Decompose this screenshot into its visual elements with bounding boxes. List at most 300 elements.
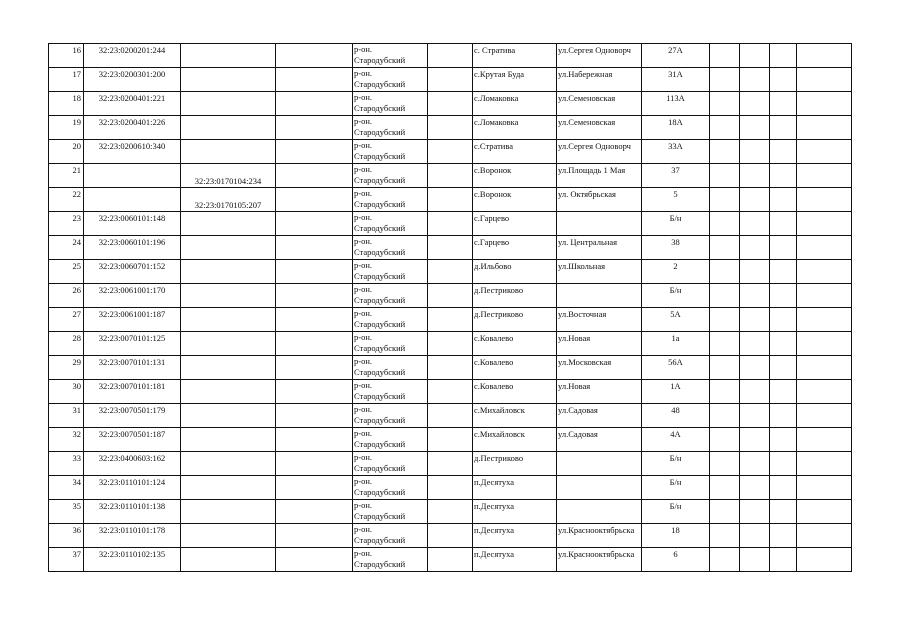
cadastral-number-alt-cell <box>181 548 276 572</box>
region-cell <box>353 284 428 308</box>
house-number-cell: 48 <box>642 404 710 428</box>
region-cell <box>353 140 428 164</box>
house-number-cell: Б/н <box>642 284 710 308</box>
street-cell: ул.Московская <box>557 356 642 380</box>
empty-cell <box>428 524 473 548</box>
locality-cell: п.Десятуха <box>473 476 557 500</box>
empty-cell <box>770 212 797 236</box>
table-body <box>49 44 852 572</box>
table-row <box>49 140 852 164</box>
table-row <box>49 404 852 428</box>
region-cell <box>353 44 428 68</box>
region-line-2: Стародубский <box>354 487 406 497</box>
empty-cell <box>710 332 740 356</box>
row-number-cell: 25 <box>49 260 84 284</box>
street-cell: ул. Октябрьская <box>557 188 642 212</box>
empty-cell <box>276 236 353 260</box>
row-number-cell: 31 <box>49 404 84 428</box>
row-number-cell: 36 <box>49 524 84 548</box>
cadastral-number-cell: 32:23:0061001:187 <box>84 308 181 332</box>
table-row <box>49 356 852 380</box>
row-number-cell: 32 <box>49 428 84 452</box>
row-number-cell: 16 <box>49 44 84 68</box>
empty-cell <box>710 500 740 524</box>
empty-cell <box>428 476 473 500</box>
empty-cell <box>710 236 740 260</box>
house-number-cell: 5А <box>642 308 710 332</box>
region-line-1: р-он. <box>354 476 373 486</box>
house-number-cell: 31А <box>642 68 710 92</box>
region-cell <box>353 188 428 212</box>
document-page <box>48 43 852 572</box>
house-number-cell: 4А <box>642 428 710 452</box>
empty-cell <box>710 308 740 332</box>
house-number-cell: 2 <box>642 260 710 284</box>
region-line-2: Стародубский <box>354 439 406 449</box>
empty-cell <box>797 140 852 164</box>
empty-cell <box>276 500 353 524</box>
street-cell <box>557 284 642 308</box>
empty-cell <box>276 356 353 380</box>
empty-cell <box>276 380 353 404</box>
empty-cell <box>770 332 797 356</box>
house-number-cell: 27А <box>642 44 710 68</box>
empty-cell <box>770 380 797 404</box>
empty-cell <box>428 428 473 452</box>
region-cell <box>353 260 428 284</box>
street-cell <box>557 500 642 524</box>
cadastral-number-cell: 32:23:0400603:162 <box>84 452 181 476</box>
region-cell <box>353 356 428 380</box>
row-number-cell: 17 <box>49 68 84 92</box>
region-line-2: Стародубский <box>354 175 406 185</box>
empty-cell <box>740 116 770 140</box>
empty-cell <box>276 164 353 188</box>
region-line-1: р-он. <box>354 356 373 366</box>
region-line-2: Стародубский <box>354 511 406 521</box>
empty-cell <box>740 524 770 548</box>
locality-cell: с.Воронок <box>473 164 557 188</box>
house-number-cell: 56А <box>642 356 710 380</box>
empty-cell <box>740 284 770 308</box>
empty-cell <box>276 548 353 572</box>
region-line-2: Стародубский <box>354 247 406 257</box>
region-line-1: р-он. <box>354 116 373 126</box>
locality-cell: с.Гарцево <box>473 212 557 236</box>
empty-cell <box>770 236 797 260</box>
empty-cell <box>428 164 473 188</box>
cadastral-number-alt-cell <box>181 68 276 92</box>
empty-cell <box>276 92 353 116</box>
empty-cell <box>770 404 797 428</box>
row-number-cell: 29 <box>49 356 84 380</box>
table-row <box>49 428 852 452</box>
row-number-cell: 28 <box>49 332 84 356</box>
empty-cell <box>797 68 852 92</box>
cadastral-number-cell: 32:23:0200401:221 <box>84 92 181 116</box>
empty-cell <box>428 212 473 236</box>
region-cell <box>353 380 428 404</box>
cadastral-number-alt-cell <box>181 116 276 140</box>
street-cell: ул.Краснооктябрьска <box>557 548 642 572</box>
region-line-2: Стародубский <box>354 55 406 65</box>
region-line-2: Стародубский <box>354 367 406 377</box>
table-row <box>49 116 852 140</box>
empty-cell <box>428 452 473 476</box>
empty-cell <box>710 188 740 212</box>
empty-cell <box>276 452 353 476</box>
locality-cell: с.Ковалево <box>473 356 557 380</box>
row-number-cell: 33 <box>49 452 84 476</box>
region-line-2: Стародубский <box>354 559 406 569</box>
empty-cell <box>428 68 473 92</box>
cadastral-number-cell: 32:23:0070101:181 <box>84 380 181 404</box>
street-cell <box>557 476 642 500</box>
region-cell <box>353 524 428 548</box>
cadastral-number-cell: 32:23:0110102:135 <box>84 548 181 572</box>
empty-cell <box>770 284 797 308</box>
empty-cell <box>770 188 797 212</box>
empty-cell <box>710 212 740 236</box>
empty-cell <box>428 308 473 332</box>
empty-cell <box>428 44 473 68</box>
empty-cell <box>740 356 770 380</box>
locality-cell: д.Ильбово <box>473 260 557 284</box>
table-row <box>49 92 852 116</box>
empty-cell <box>428 188 473 212</box>
region-line-2: Стародубский <box>354 535 406 545</box>
locality-cell: с.Ломаковка <box>473 92 557 116</box>
street-cell <box>557 452 642 476</box>
empty-cell <box>276 308 353 332</box>
street-cell: ул.Садовая <box>557 428 642 452</box>
house-number-cell: 33А <box>642 140 710 164</box>
land-plots-table <box>48 43 852 572</box>
empty-cell <box>740 212 770 236</box>
empty-cell <box>797 188 852 212</box>
empty-cell <box>740 308 770 332</box>
region-line-1: р-он. <box>354 524 373 534</box>
region-line-1: р-он. <box>354 428 373 438</box>
table-row <box>49 236 852 260</box>
empty-cell <box>797 548 852 572</box>
cadastral-number-cell <box>84 164 181 188</box>
table-row <box>49 476 852 500</box>
cadastral-number-alt-cell <box>181 380 276 404</box>
empty-cell <box>428 404 473 428</box>
cadastral-number-cell: 32:23:0200610:340 <box>84 140 181 164</box>
table-row <box>49 260 852 284</box>
empty-cell <box>710 92 740 116</box>
region-cell <box>353 404 428 428</box>
empty-cell <box>740 188 770 212</box>
cadastral-number-alt-cell: 32:23:0170104:234 <box>181 164 276 188</box>
locality-cell: д.Пестриково <box>473 284 557 308</box>
house-number-cell: 38 <box>642 236 710 260</box>
empty-cell <box>740 332 770 356</box>
empty-cell <box>710 116 740 140</box>
cadastral-number-cell: 32:23:0070101:125 <box>84 332 181 356</box>
street-cell: ул.Семеновская <box>557 116 642 140</box>
cadastral-number-alt-cell <box>181 500 276 524</box>
street-cell: ул.Семеновская <box>557 92 642 116</box>
empty-cell <box>428 92 473 116</box>
region-line-2: Стародубский <box>354 463 406 473</box>
street-cell: ул.Новая <box>557 332 642 356</box>
region-line-1: р-он. <box>354 308 373 318</box>
street-cell: ул.Сергея Одноворч <box>557 140 642 164</box>
region-line-1: р-он. <box>354 404 373 414</box>
empty-cell <box>740 476 770 500</box>
empty-cell <box>428 140 473 164</box>
cadastral-number-alt-cell <box>181 308 276 332</box>
locality-cell: д.Пестриково <box>473 452 557 476</box>
empty-cell <box>428 236 473 260</box>
house-number-cell: Б/н <box>642 212 710 236</box>
house-number-cell: 5 <box>642 188 710 212</box>
house-number-cell: 18А <box>642 116 710 140</box>
empty-cell <box>428 116 473 140</box>
region-line-2: Стародубский <box>354 223 406 233</box>
row-number-cell: 26 <box>49 284 84 308</box>
empty-cell <box>740 428 770 452</box>
row-number-cell: 27 <box>49 308 84 332</box>
cadastral-number-cell: 32:23:0060101:148 <box>84 212 181 236</box>
empty-cell <box>276 284 353 308</box>
region-line-1: р-он. <box>354 452 373 462</box>
empty-cell <box>276 44 353 68</box>
empty-cell <box>428 500 473 524</box>
row-number-cell: 30 <box>49 380 84 404</box>
region-line-1: р-он. <box>354 332 373 342</box>
house-number-cell: 37 <box>642 164 710 188</box>
table-row <box>49 308 852 332</box>
cadastral-number-cell: 32:23:0200201:244 <box>84 44 181 68</box>
empty-cell <box>740 236 770 260</box>
street-cell: ул.Садовая <box>557 404 642 428</box>
region-cell <box>353 116 428 140</box>
empty-cell <box>740 452 770 476</box>
empty-cell <box>797 524 852 548</box>
region-line-2: Стародубский <box>354 319 406 329</box>
region-cell <box>353 308 428 332</box>
region-line-2: Стародубский <box>354 103 406 113</box>
cadastral-number-cell: 32:23:0110101:178 <box>84 524 181 548</box>
table-row <box>49 188 852 212</box>
house-number-cell: 1А <box>642 380 710 404</box>
region-line-1: р-он. <box>354 500 373 510</box>
street-cell: ул. Центральная <box>557 236 642 260</box>
region-line-1: р-он. <box>354 236 373 246</box>
empty-cell <box>710 404 740 428</box>
cadastral-number-cell: 32:23:0060101:196 <box>84 236 181 260</box>
locality-cell: д.Пестриково <box>473 308 557 332</box>
row-number-cell: 35 <box>49 500 84 524</box>
empty-cell <box>710 428 740 452</box>
street-cell: ул.Площадь 1 Мая <box>557 164 642 188</box>
empty-cell <box>770 356 797 380</box>
street-cell: ул.Восточная <box>557 308 642 332</box>
region-line-1: р-он. <box>354 260 373 270</box>
empty-cell <box>710 68 740 92</box>
street-cell: ул.Школьная <box>557 260 642 284</box>
region-cell <box>353 68 428 92</box>
empty-cell <box>797 356 852 380</box>
region-cell <box>353 548 428 572</box>
street-cell <box>557 212 642 236</box>
region-line-1: р-он. <box>354 188 373 198</box>
region-cell <box>353 428 428 452</box>
empty-cell <box>710 476 740 500</box>
house-number-cell: 18 <box>642 524 710 548</box>
region-line-1: р-он. <box>354 68 373 78</box>
region-line-1: р-он. <box>354 140 373 150</box>
empty-cell <box>797 404 852 428</box>
empty-cell <box>740 404 770 428</box>
row-number-cell: 37 <box>49 548 84 572</box>
region-line-1: р-он. <box>354 548 373 558</box>
cadastral-number-cell: 32:23:0061001:170 <box>84 284 181 308</box>
empty-cell <box>740 44 770 68</box>
region-line-2: Стародубский <box>354 343 406 353</box>
empty-cell <box>770 92 797 116</box>
cadastral-number-alt-cell <box>181 140 276 164</box>
empty-cell <box>797 332 852 356</box>
house-number-cell: 1а <box>642 332 710 356</box>
table-row <box>49 524 852 548</box>
empty-cell <box>770 116 797 140</box>
region-line-1: р-он. <box>354 380 373 390</box>
empty-cell <box>770 428 797 452</box>
empty-cell <box>797 476 852 500</box>
row-number-cell: 20 <box>49 140 84 164</box>
empty-cell <box>276 428 353 452</box>
cadastral-number-alt-cell <box>181 260 276 284</box>
street-cell: ул.Набережная <box>557 68 642 92</box>
empty-cell <box>797 236 852 260</box>
empty-cell <box>797 284 852 308</box>
locality-cell: с.Ковалево <box>473 332 557 356</box>
locality-cell: с.Ковалево <box>473 380 557 404</box>
empty-cell <box>797 44 852 68</box>
empty-cell <box>770 476 797 500</box>
empty-cell <box>770 260 797 284</box>
region-line-2: Стародубский <box>354 79 406 89</box>
empty-cell <box>770 44 797 68</box>
region-cell <box>353 164 428 188</box>
region-cell <box>353 500 428 524</box>
region-cell <box>353 332 428 356</box>
cadastral-number-cell: 32:23:0200401:226 <box>84 116 181 140</box>
empty-cell <box>797 308 852 332</box>
empty-cell <box>797 428 852 452</box>
empty-cell <box>740 500 770 524</box>
cadastral-number-cell: 32:23:0110101:138 <box>84 500 181 524</box>
empty-cell <box>797 164 852 188</box>
empty-cell <box>740 92 770 116</box>
region-line-2: Стародубский <box>354 151 406 161</box>
empty-cell <box>770 452 797 476</box>
locality-cell: п.Десятуха <box>473 500 557 524</box>
empty-cell <box>797 500 852 524</box>
locality-cell: с.Михайловск <box>473 404 557 428</box>
empty-cell <box>276 404 353 428</box>
cadastral-number-alt-cell: 32:23:0170105:207 <box>181 188 276 212</box>
cadastral-number-alt-cell <box>181 452 276 476</box>
house-number-cell: Б/н <box>642 500 710 524</box>
empty-cell <box>797 92 852 116</box>
row-number-cell: 23 <box>49 212 84 236</box>
cadastral-number-alt-cell <box>181 284 276 308</box>
region-line-1: р-он. <box>354 44 373 54</box>
empty-cell <box>276 260 353 284</box>
cadastral-number-alt-cell <box>181 44 276 68</box>
empty-cell <box>710 548 740 572</box>
cadastral-number-alt-cell <box>181 476 276 500</box>
empty-cell <box>740 260 770 284</box>
empty-cell <box>428 548 473 572</box>
street-cell: ул.Новая <box>557 380 642 404</box>
table-row <box>49 452 852 476</box>
cadastral-number-alt-cell <box>181 404 276 428</box>
region-cell <box>353 452 428 476</box>
row-number-cell: 19 <box>49 116 84 140</box>
row-number-cell: 22 <box>49 188 84 212</box>
table-row <box>49 44 852 68</box>
locality-cell: с.Ломаковка <box>473 116 557 140</box>
region-line-2: Стародубский <box>354 415 406 425</box>
house-number-cell: Б/н <box>642 452 710 476</box>
empty-cell <box>428 284 473 308</box>
row-number-cell: 21 <box>49 164 84 188</box>
cadastral-number-alt-cell <box>181 356 276 380</box>
cadastral-number-alt-cell <box>181 212 276 236</box>
region-line-1: р-он. <box>354 284 373 294</box>
empty-cell <box>797 380 852 404</box>
empty-cell <box>710 260 740 284</box>
empty-cell <box>710 164 740 188</box>
empty-cell <box>740 164 770 188</box>
locality-cell: п.Десятуха <box>473 524 557 548</box>
empty-cell <box>797 260 852 284</box>
empty-cell <box>710 284 740 308</box>
region-cell <box>353 212 428 236</box>
house-number-cell: 6 <box>642 548 710 572</box>
table-row <box>49 332 852 356</box>
empty-cell <box>770 524 797 548</box>
row-number-cell: 34 <box>49 476 84 500</box>
empty-cell <box>428 380 473 404</box>
empty-cell <box>710 356 740 380</box>
locality-cell: с.Михайловск <box>473 428 557 452</box>
street-cell: ул.Краснооктябрьска <box>557 524 642 548</box>
region-line-1: р-он. <box>354 92 373 102</box>
house-number-cell: Б/н <box>642 476 710 500</box>
empty-cell <box>276 332 353 356</box>
locality-cell: с.Гарцево <box>473 236 557 260</box>
empty-cell <box>276 116 353 140</box>
empty-cell <box>710 452 740 476</box>
empty-cell <box>276 476 353 500</box>
cadastral-number-alt-cell <box>181 92 276 116</box>
region-cell <box>353 236 428 260</box>
cadastral-number-alt-cell <box>181 524 276 548</box>
empty-cell <box>797 212 852 236</box>
house-number-cell: 113А <box>642 92 710 116</box>
region-line-1: р-он. <box>354 164 373 174</box>
empty-cell <box>770 308 797 332</box>
empty-cell <box>797 116 852 140</box>
